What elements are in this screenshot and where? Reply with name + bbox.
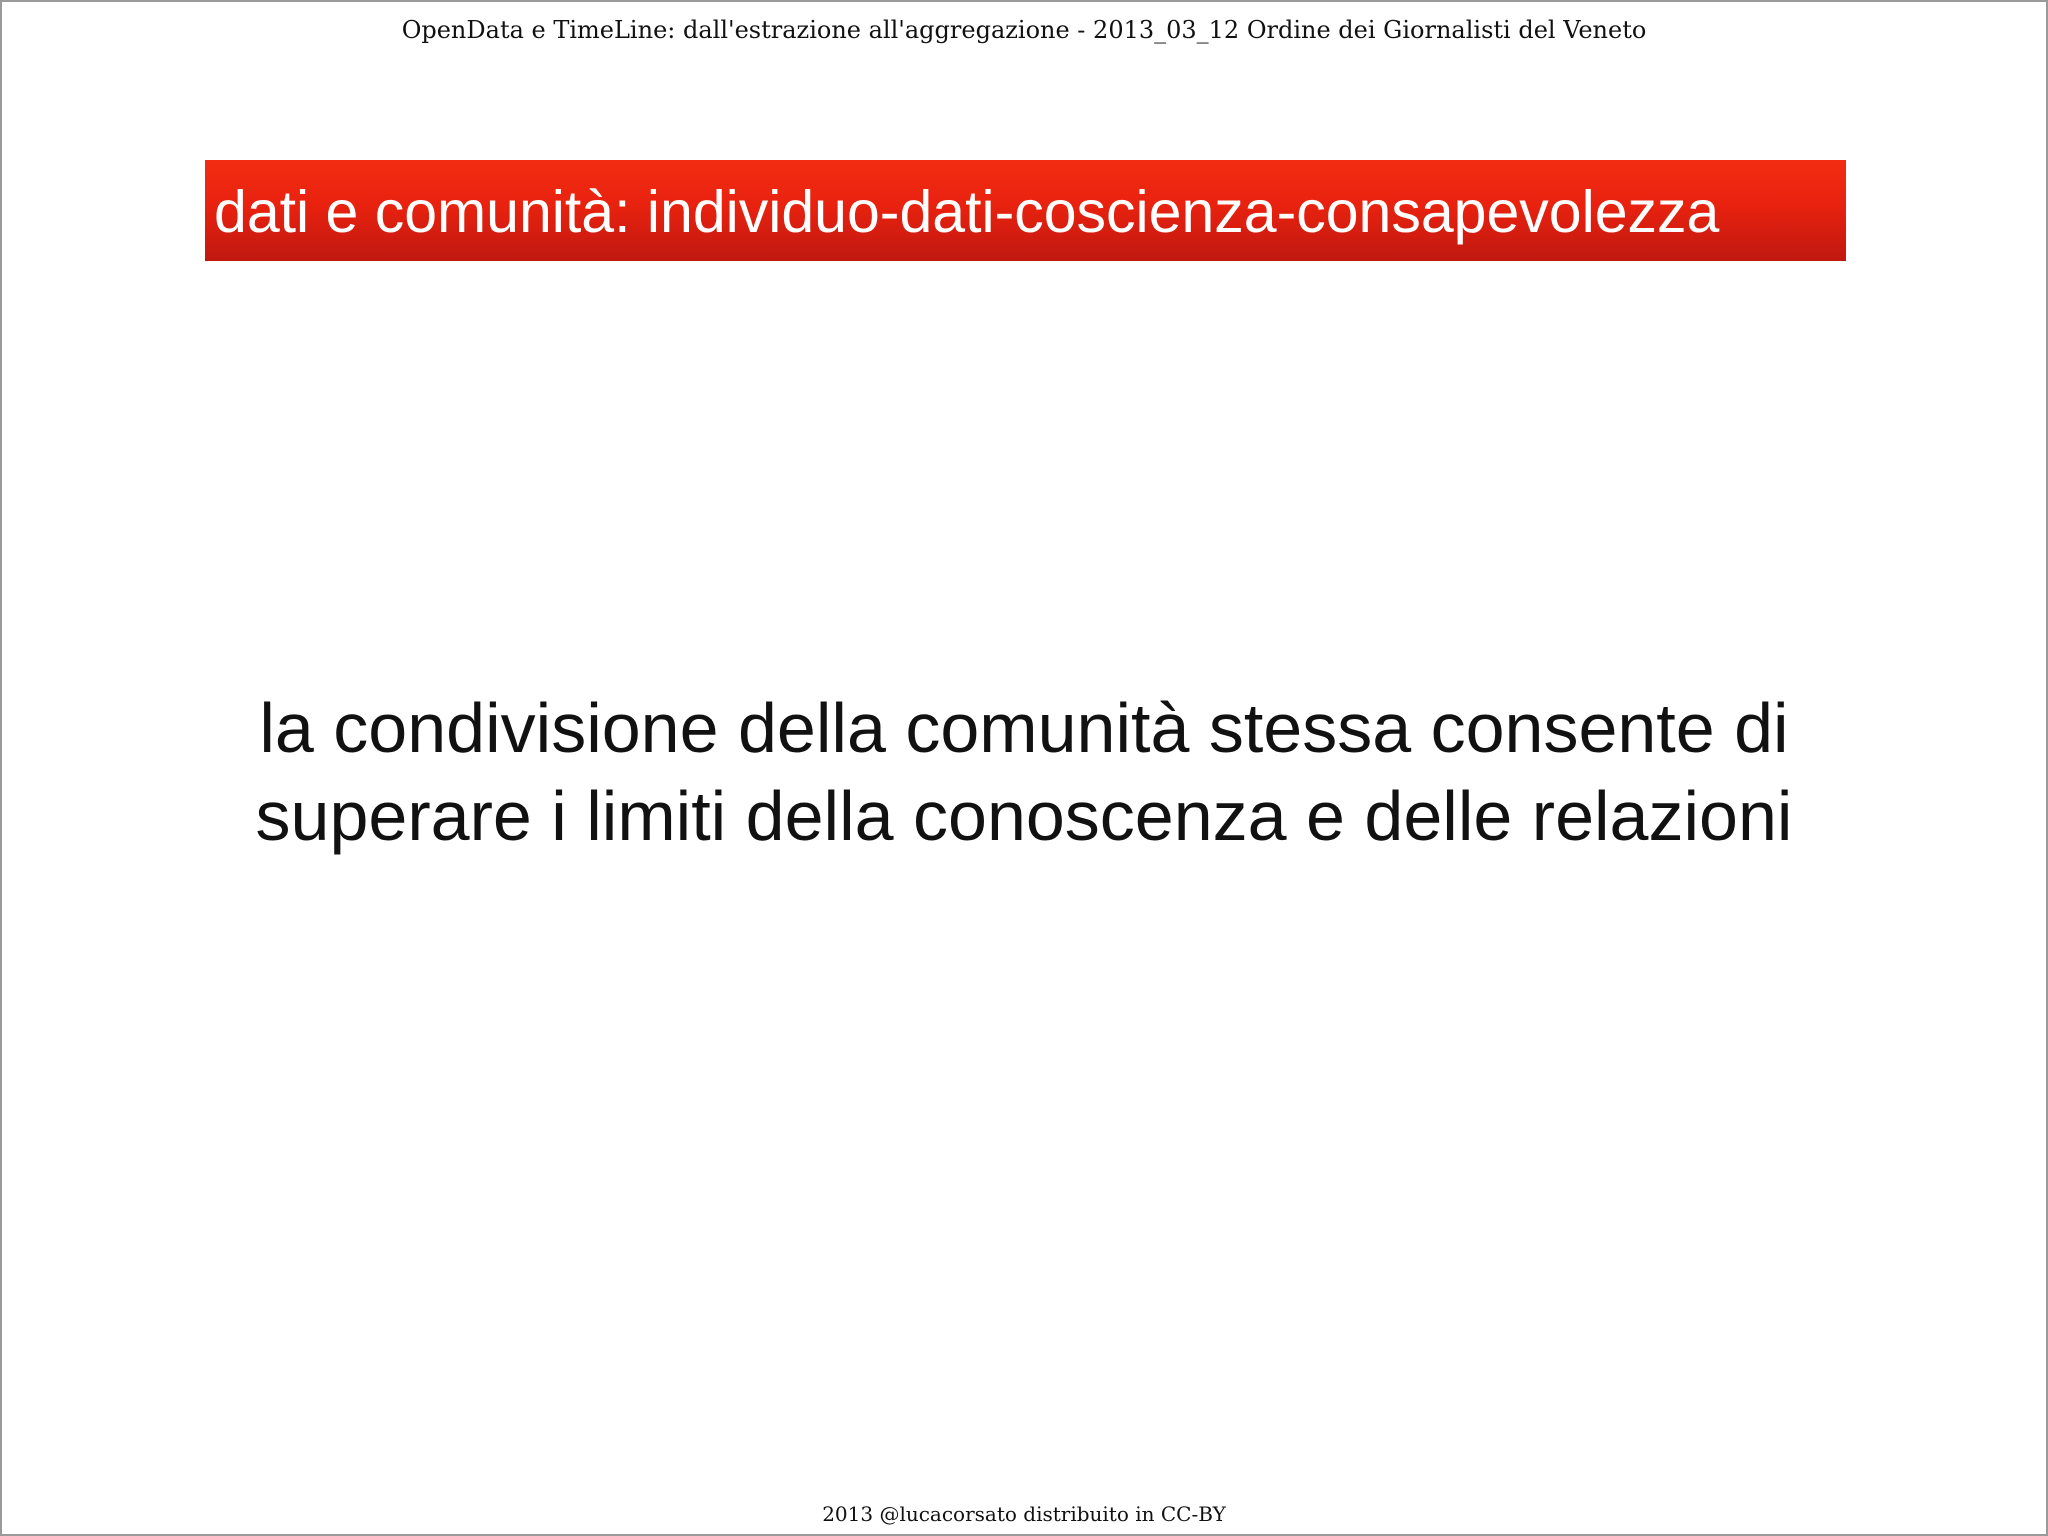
slide-title: dati e comunità: individuo-dati-coscienza-consapevolezza	[214, 178, 1720, 245]
title-bar	[205, 160, 1846, 261]
body-line: la condivisione della comunità stessa consente di	[259, 689, 1789, 767]
slide-body	[2, 684, 2046, 860]
body-line: superare i limiti della conoscenza e delle relazioni	[255, 777, 1793, 855]
slide-footer: 2013 @lucacorsato distribuito in CC-BY	[822, 1502, 1226, 1526]
slide-header: OpenData e TimeLine: dall'estrazione all'aggregazione - 2013_03_12 Ordine dei Giornalisti del Veneto	[401, 16, 1647, 44]
